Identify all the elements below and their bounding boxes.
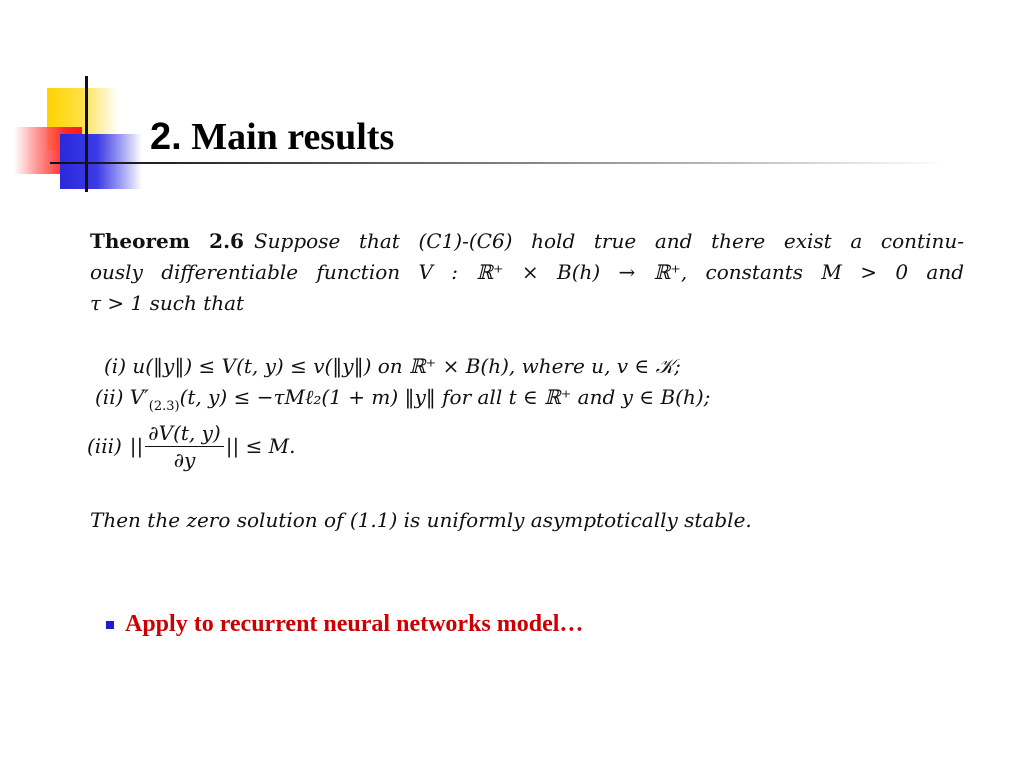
vertical-rule <box>85 76 88 192</box>
corner-logo-decoration <box>0 0 160 200</box>
condition-ii-text: (t, y) ≤ −τMℓ₂(1 + m) ‖y‖ for all t ∈ ℝ⁺ and y ∈ B(h); <box>179 385 711 409</box>
theorem-text-line-1: Suppose that (C1)-(C6) hold true and there exist a continu- <box>253 229 965 253</box>
title-underline <box>50 162 950 164</box>
condition-ii-label: (ii) <box>95 385 124 409</box>
fraction-denominator: ∂y <box>173 447 196 472</box>
condition-ii-derivative: V′ <box>129 385 149 409</box>
bullet-square-icon <box>106 621 114 629</box>
condition-i-text: u(‖y‖) ≤ V(t, y) ≤ v(‖y‖) on ℝ⁺ × B(h), where u, v ∈ 𝒦; <box>132 354 681 378</box>
condition-iii-open-norm: || <box>129 434 144 458</box>
slide-title <box>150 112 394 162</box>
condition-ii-subscript: (2.3) <box>148 399 180 414</box>
title-text: Main results <box>181 116 395 158</box>
theorem-line-3: τ > 1 such that <box>90 291 245 315</box>
theorem-conditions <box>87 351 964 479</box>
condition-i <box>90 351 964 382</box>
condition-iii <box>87 413 964 479</box>
bullet-text: Apply to recurrent neural networks model… <box>125 611 584 637</box>
fraction-numerator: ∂V(t, y) <box>145 420 223 447</box>
theorem-conclusion: Then the zero solution of (1.1) is uniformly asymptotically stable. <box>90 508 752 532</box>
condition-ii <box>90 382 964 413</box>
theorem-line-2: ously differentiable function V : ℝ⁺ × B(h) → ℝ⁺, constants M > 0 and <box>90 260 964 284</box>
title-number: 2. <box>150 116 182 158</box>
condition-i-label: (i) <box>104 354 127 378</box>
theorem-line-1 <box>90 226 964 257</box>
theorem-heading: Theorem 2.6 <box>90 229 244 253</box>
theorem-block <box>87 226 965 536</box>
condition-iii-close-norm: || ≤ M. <box>225 434 296 458</box>
partial-derivative-fraction <box>145 420 223 473</box>
condition-iii-label: (iii) <box>87 434 122 458</box>
bullet-item <box>106 608 583 640</box>
